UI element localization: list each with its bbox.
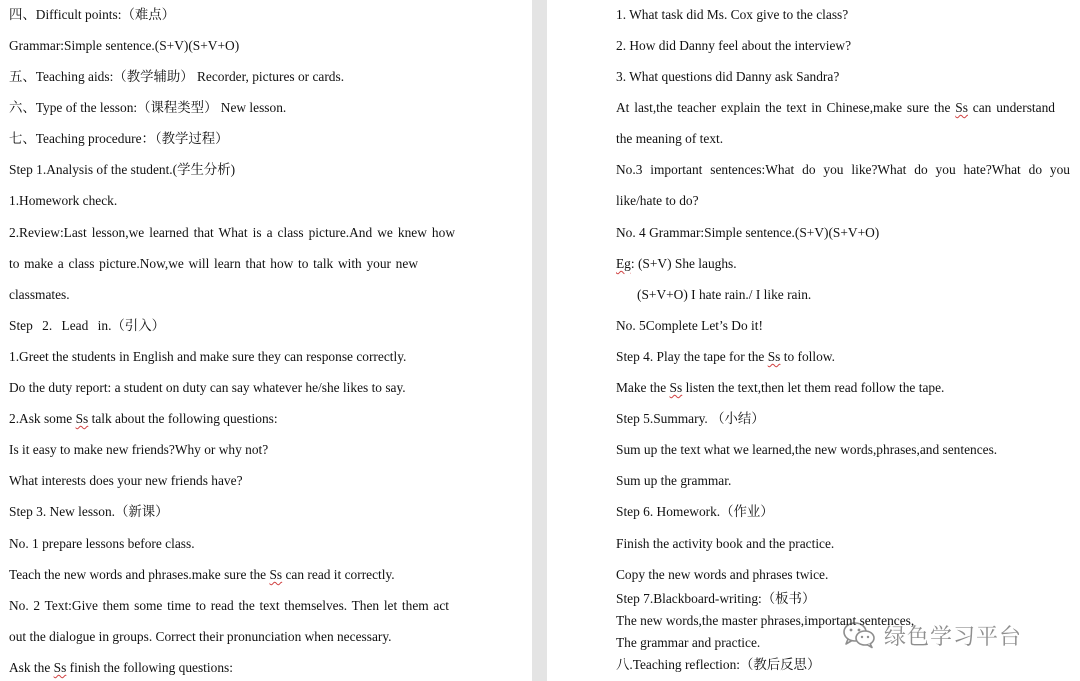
page-gutter bbox=[532, 0, 547, 681]
lesson-type-line: 六、Type of the lesson:（课程类型） New lesson. bbox=[9, 100, 287, 115]
review-line-3: classmates. bbox=[9, 287, 70, 302]
review-line-1: 2.Review:Last lesson,we learned that What is a class picture.And we knew how bbox=[9, 225, 455, 240]
blackboard-line-2: The grammar and practice. bbox=[616, 635, 761, 650]
left-page bbox=[0, 0, 532, 681]
sum-up-text-line: Sum up the text what we learned,the new words,phrases,and sentences. bbox=[616, 442, 998, 457]
complete-line: No. 5Complete Let’s Do it! bbox=[616, 318, 763, 333]
watermark bbox=[842, 618, 1022, 652]
wechat-icon bbox=[842, 621, 876, 649]
reflection-heading: 八.Teaching reflection:（教后反思） bbox=[616, 657, 821, 672]
step3-heading: Step 3. New lesson.（新课） bbox=[9, 504, 169, 519]
explain-line-1: At last,the teacher explain the text in Chinese,make sure the Ss can understand bbox=[616, 100, 1055, 115]
ask-questions-line: 2.Ask some Ss talk about the following questions: bbox=[9, 411, 278, 426]
step6-heading: Step 6. Homework.（作业） bbox=[616, 504, 774, 519]
prepare-lessons-line: No. 1 prepare lessons before class. bbox=[9, 536, 195, 551]
question-1-line: 1. What task did Ms. Cox give to the class? bbox=[616, 7, 849, 22]
question-friends-line: Is it easy to make new friends?Why or why not? bbox=[9, 442, 269, 457]
duty-report-line: Do the duty report: a student on duty can say whatever he/she likes to say. bbox=[9, 380, 406, 395]
question-2-line: 2. How did Danny feel about the interview? bbox=[616, 38, 852, 53]
sentences-line-1: No.3 important sentences:What do you like?What do you hate?What do you bbox=[616, 162, 1070, 177]
greet-line: 1.Greet the students in English and make sure they can response correctly. bbox=[9, 349, 407, 364]
sum-up-grammar-line: Sum up the grammar. bbox=[616, 473, 732, 488]
copy-words-line: Copy the new words and phrases twice. bbox=[616, 567, 829, 582]
text-line-2: out the dialogue in groups. Correct their pronunciation when necessary. bbox=[9, 629, 392, 644]
grammar-line: Grammar:Simple sentence.(S+V)(S+V+O) bbox=[9, 38, 240, 53]
grammar-4-line: No. 4 Grammar:Simple sentence.(S+V)(S+V+O) bbox=[616, 225, 880, 240]
homework-check-line: 1.Homework check. bbox=[9, 193, 118, 208]
teach-words-line: Teach the new words and phrases.make sure the Ss can read it correctly. bbox=[9, 567, 395, 582]
step1-heading: Step 1.Analysis of the student.(学生分析) bbox=[9, 162, 236, 177]
explain-line-2: the meaning of text. bbox=[616, 131, 724, 146]
step7-heading: Step 7.Blackboard-writing:（板书） bbox=[616, 591, 816, 606]
right-page bbox=[547, 0, 1080, 681]
teaching-aids-line: 五、Teaching aids:（教学辅助） Recorder, pictures or cards. bbox=[9, 69, 345, 84]
example-line-1: Eg: (S+V) She laughs. bbox=[616, 256, 737, 271]
teaching-procedure-heading: 七、Teaching procedure：（教学过程） bbox=[9, 131, 229, 146]
difficult-points-heading: 四、Difficult points:（难点） bbox=[9, 7, 176, 22]
finish-activity-line: Finish the activity book and the practice. bbox=[616, 536, 835, 551]
step5-heading: Step 5.Summary. （小结） bbox=[616, 411, 765, 426]
step2-heading: Step 2. Lead in.（引入） bbox=[9, 318, 165, 333]
blackboard-line-1: The new words,the master phrases,important sentences, bbox=[616, 613, 915, 628]
sentences-line-2: like/hate to do? bbox=[616, 193, 699, 208]
question-interests-line: What interests does your new friends have? bbox=[9, 473, 243, 488]
finish-questions-line: Ask the Ss finish the following questions: bbox=[9, 660, 233, 675]
watermark-text: 绿色学习平台 bbox=[884, 624, 1023, 650]
review-line-2: to make a class picture.Now,we will learn that how to talk with your new bbox=[9, 256, 418, 271]
text-line-1: No. 2 Text:Give them some time to read the text themselves. Then let them act bbox=[9, 598, 449, 613]
listen-line: Make the Ss listen the text,then let them read follow the tape. bbox=[616, 380, 945, 395]
step4-heading: Step 4. Play the tape for the Ss to follow. bbox=[616, 349, 835, 364]
example-line-2: (S+V+O) I hate rain./ I like rain. bbox=[637, 287, 812, 302]
question-3-line: 3. What questions did Danny ask Sandra? bbox=[616, 69, 840, 84]
